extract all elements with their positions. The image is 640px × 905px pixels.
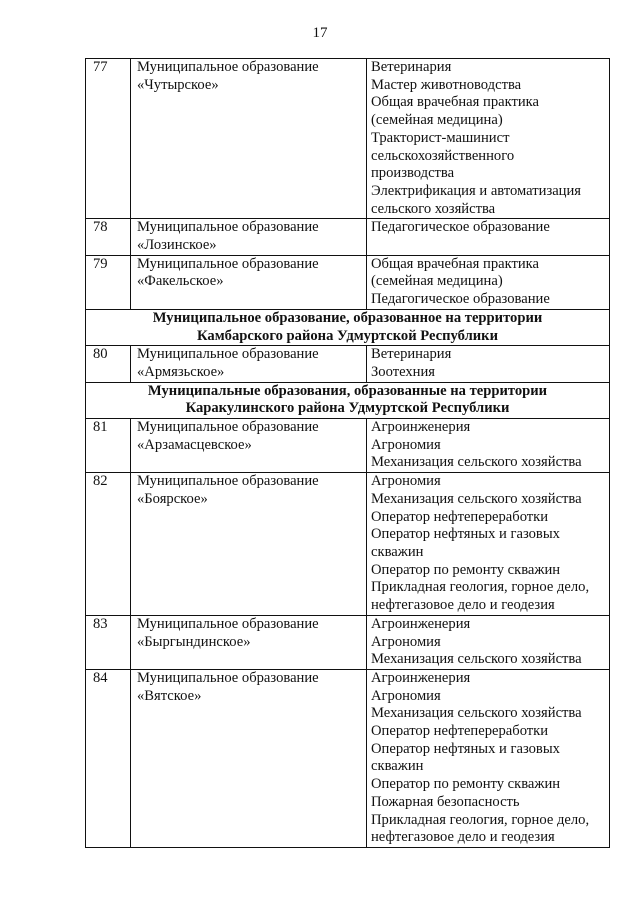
specialty-line: Механизация сельского хозяйства: [371, 651, 582, 668]
municipality-cell: [131, 255, 367, 309]
specialty-line: Мастер животноводства: [371, 76, 522, 93]
municipality-cell: [131, 473, 367, 616]
specialty-line: Педагогическое образование: [371, 219, 550, 236]
municipality-line: Муниципальное образование: [137, 59, 319, 75]
municipality-cell: [131, 669, 367, 847]
specialty-line: Агрономия: [371, 633, 441, 650]
municipality-line: «Боярское»: [137, 490, 208, 507]
specialty-line: нефтегазовое дело и геодезия: [371, 829, 555, 846]
specialty-line: Пожарная безопасность: [371, 793, 520, 810]
specialty-line: (семейная медицина): [371, 273, 503, 290]
section-header-line: Камбарского района Удмуртской Республики: [197, 327, 498, 344]
specialty-line: Прикладная геология, горное дело,: [371, 811, 590, 828]
specialty-line: Оператор по ремонту скважин: [371, 561, 561, 578]
specialty-line: Механизация сельского хозяйства: [371, 454, 582, 471]
municipality-line: «Быргындинское»: [137, 633, 251, 650]
municipality-cell: [131, 419, 367, 473]
specialties-cell: [367, 219, 610, 255]
specialty-line: Ветеринария: [371, 346, 452, 363]
specialty-line: Педагогическое образование: [371, 291, 550, 308]
table-row: [86, 219, 610, 255]
municipality-line: Муниципальное образование: [137, 473, 319, 490]
page-number: 17: [312, 25, 328, 41]
municipality-line: «Лозинское»: [137, 237, 217, 254]
municipality-line: Муниципальное образование: [137, 615, 319, 632]
table-row: [86, 669, 610, 847]
specialties-cell: [367, 615, 610, 669]
municipality-line: Муниципальное образование: [137, 255, 319, 272]
table-row: [86, 346, 610, 382]
row-number: 83: [86, 615, 131, 669]
specialty-line: Оператор нефтепереработки: [371, 723, 549, 740]
specialty-line: Оператор нефтепереработки: [371, 508, 549, 525]
table-row: [86, 419, 610, 473]
municipality-line: Муниципальное образование: [137, 669, 319, 686]
specialty-line: сельского хозяйства: [371, 200, 496, 217]
section-header-line: Муниципальные образования, образованные на территории: [147, 382, 548, 399]
section-header: [86, 382, 610, 418]
row-number: 78: [86, 219, 131, 255]
section-header-row: [86, 309, 610, 345]
table-row: [86, 473, 610, 616]
specialty-line: скважин: [371, 758, 424, 775]
row-number: 84: [86, 669, 131, 847]
specialty-line: Агроинженерия: [371, 669, 471, 686]
specialty-line: Оператор нефтяных и газовых: [371, 740, 560, 757]
table-row: [86, 255, 610, 309]
row-number: 79: [86, 255, 131, 309]
specialty-line: Агрономия: [371, 436, 441, 453]
specialty-line: производства: [371, 165, 455, 182]
specialty-line: Общая врачебная практика: [371, 255, 540, 272]
municipality-line: Муниципальное образование: [137, 219, 319, 236]
municipality-line: «Чутырское»: [137, 76, 219, 93]
section-header-line: Муниципальное образование, образованное на территории: [152, 309, 543, 326]
row-number: 81: [86, 419, 131, 473]
municipality-line: «Арзамасцевское»: [137, 436, 252, 453]
row-number: 82: [86, 473, 131, 616]
municipality-cell: [131, 615, 367, 669]
municipality-line: Муниципальное образование: [137, 419, 319, 436]
specialty-line: Оператор нефтяных и газовых: [371, 526, 560, 543]
section-header: [86, 309, 610, 345]
municipality-line: «Вятское»: [137, 687, 202, 704]
section-header-row: [86, 382, 610, 418]
specialty-line: нефтегазовое дело и геодезия: [371, 597, 555, 614]
specialty-line: Оператор по ремонту скважин: [371, 776, 561, 793]
municipality-cell: [131, 59, 367, 219]
specialties-cell: [367, 59, 610, 219]
specialties-cell: [367, 669, 610, 847]
specialty-line: Зоотехния: [371, 363, 436, 380]
specialty-line: Ветеринария: [371, 59, 452, 75]
specialties-cell: [367, 255, 610, 309]
row-number: 80: [86, 346, 131, 382]
table-row: [86, 615, 610, 669]
specialty-line: Электрификация и автоматизация: [371, 182, 582, 199]
section-header-line: Каракулинского района Удмуртской Республики: [185, 400, 510, 417]
specialties-cell: [367, 419, 610, 473]
specialty-line: Агроинженерия: [371, 615, 471, 632]
municipality-line: «Факельское»: [137, 273, 224, 290]
row-number: 77: [86, 59, 131, 219]
specialty-line: Общая врачебная практика: [371, 94, 540, 111]
municipality-line: Муниципальное образование: [137, 346, 319, 363]
specialties-cell: [367, 473, 610, 616]
municipality-specialty-table: [85, 58, 610, 848]
specialty-line: Агрономия: [371, 687, 441, 704]
specialty-line: Механизация сельского хозяйства: [371, 705, 582, 722]
specialty-line: (семейная медицина): [371, 112, 503, 129]
specialty-line: сельскохозяйственного: [371, 147, 515, 164]
specialty-line: Прикладная геология, горное дело,: [371, 579, 590, 596]
specialty-line: Механизация сельского хозяйства: [371, 490, 582, 507]
table-body: [86, 59, 610, 848]
specialty-line: Агроинженерия: [371, 419, 471, 436]
specialties-cell: [367, 346, 610, 382]
specialty-line: скважин: [371, 543, 424, 560]
municipality-cell: [131, 346, 367, 382]
municipality-cell: [131, 219, 367, 255]
specialty-line: Тракторист-машинист: [371, 129, 510, 146]
specialty-line: Агрономия: [371, 473, 441, 490]
table-row: [86, 59, 610, 219]
municipality-line: «Армязьское»: [137, 363, 225, 380]
